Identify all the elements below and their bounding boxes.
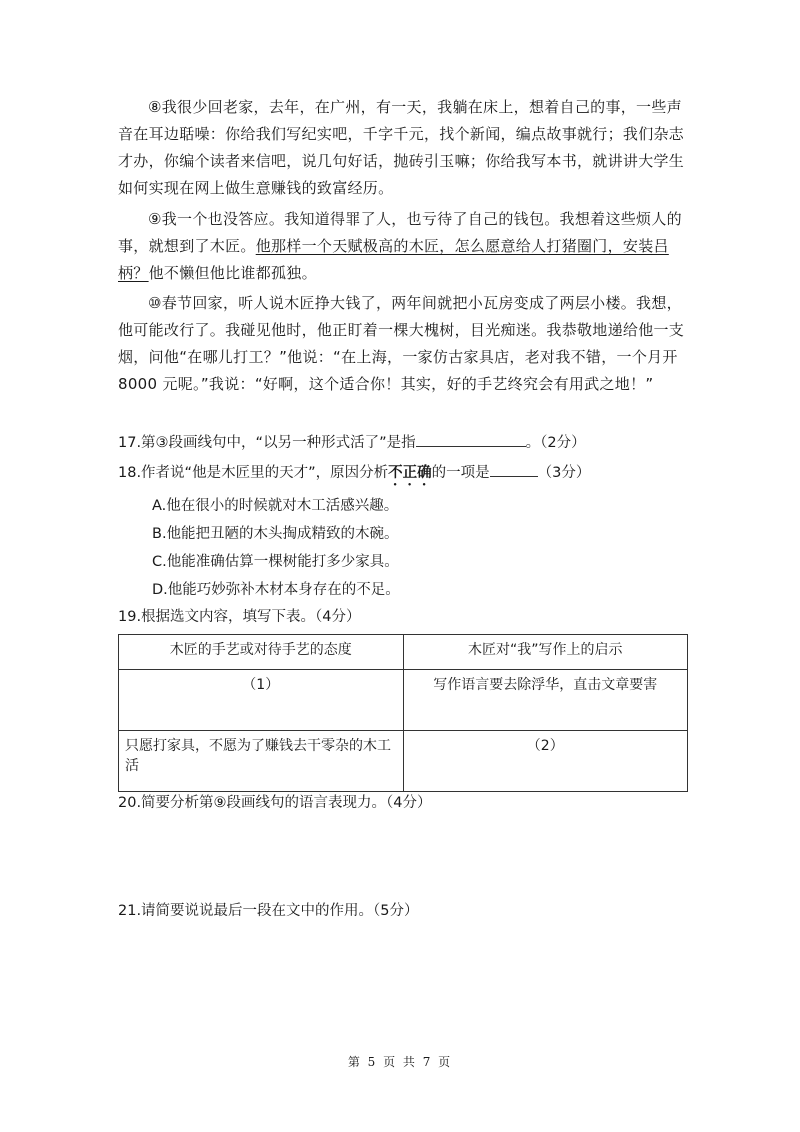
paragraph-9-underlined-sentence: 他那样一个天赋极高的木匠，怎么愿意给人打猪圈门，安装吕柄？ [118, 237, 669, 282]
paragraph-9-start: ⑨我一个也没答应。我知道得罪了人，也亏待了自己的钱包。我想着这些烦人的事，就想到了木匠。 [118, 210, 682, 255]
table-header-left: 木匠的手艺或对待手艺的态度 [119, 635, 404, 670]
table-header-row [119, 635, 688, 670]
page-footer: 第 5 页 共 7 页 [347, 1055, 453, 1069]
question-18-score: （3分） [537, 465, 591, 481]
option-a[interactable]: A.他在很小的时候就对木工活感兴趣。 [152, 498, 399, 514]
answer-table [118, 634, 688, 792]
question-18-text-end: 的一项是 [431, 465, 490, 481]
paragraph-8: ⑧我很少回老家，去年，在广州，有一天，我躺在床上，想着自己的事，一些声音在耳边聒噪：你给我们写纪实吧，千字千元，找个新闻，编点故事就行；我们杂志才办，你编个读者来信吧，说几句好话，抛砖引玉嘛；你给我写本书，就讲讲大学生如何实现在网上做生意赚钱的致富经历。 [118, 98, 685, 197]
option-c[interactable]: C.他能准确估算一棵树能打多少家具。 [152, 554, 399, 570]
paragraph-9-end: 他不懒但他比谁都孤独。 [148, 264, 317, 282]
question-17 [118, 432, 698, 454]
question-17-blank[interactable] [416, 432, 526, 447]
question-19: 19.根据选文内容，填写下表。（4分） [118, 609, 361, 625]
table-header-right: 木匠对“我”写作上的启示 [403, 635, 688, 670]
question-18-emphasis: 不正确 [388, 465, 432, 481]
question-21: 21.请简要说说最后一段在文中的作用。（5分） [118, 903, 419, 919]
question-18-text: 18.作者说“他是木匠里的天才”，原因分析 [118, 465, 389, 481]
question-18 [118, 462, 698, 489]
table-row [119, 731, 688, 792]
table-row [119, 670, 688, 731]
table-cell-2-left: 只愿打家具，不愿为了赚钱去干零杂的木工活 [119, 731, 404, 792]
table-cell-1-left[interactable]: （1） [119, 670, 404, 731]
option-d[interactable]: D.他能巧妙弥补木材本身存在的不足。 [152, 582, 400, 598]
paragraph-9 [118, 206, 690, 287]
question-18-blank[interactable] [490, 462, 538, 477]
table-cell-2-right[interactable]: （2） [403, 731, 688, 792]
question-17-text: 17.第③段画线句中，“以另一种形式活了”是指 [118, 435, 416, 451]
question-17-score: 。（2分） [525, 435, 586, 451]
table-cell-1-right: 写作语言要去除浮华，直击文章要害 [403, 670, 688, 731]
question-20: 20.简要分析第⑨段画线句的语言表现力。（4分） [118, 795, 432, 811]
option-b[interactable]: B.他能把丑陋的木头掏成精致的木碗。 [152, 526, 399, 542]
paragraph-10: ⑩春节回家，听人说木匠挣大钱了，两年间就把小瓦房变成了两层小楼。我想，他可能改行了。我碰见他时，他正盯着一棵大槐树，目光痴迷。我恭敬地递给他一支烟，问他“在哪儿打工？”他说：“在上海，一家仿古家具店，老对我不错，一个月开 8000 元呢。”我说：“好啊，这个适合你！其实，好的手艺终究会有用武之地！” [118, 294, 685, 393]
